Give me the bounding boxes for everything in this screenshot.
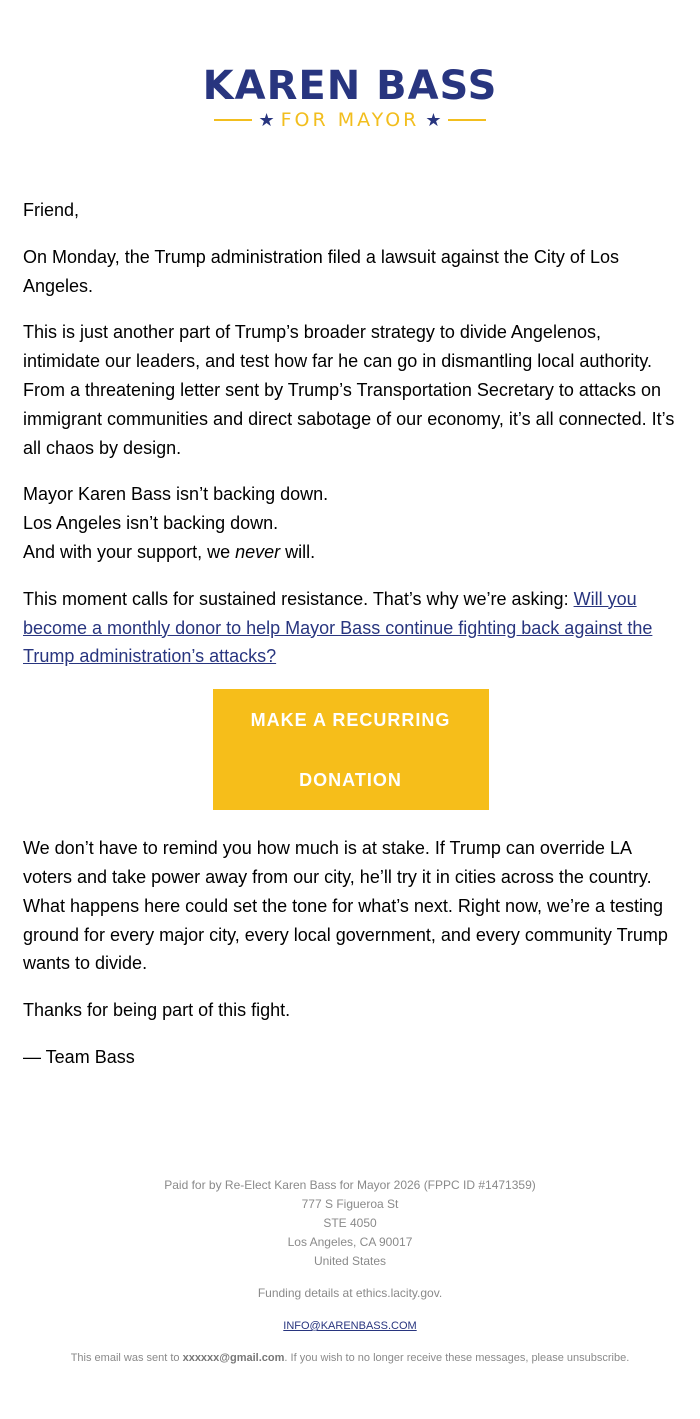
line-support-a: And with your support, we <box>23 541 236 562</box>
paragraph-backing-down <box>23 480 678 566</box>
recipient-email: xxxxxx@gmail.com <box>182 1352 285 1364</box>
contact-email-link[interactable]: INFO@KARENBASS.COM <box>283 1320 417 1332</box>
sent-suffix: . If you wish to no longer receive these messages, please unsubscribe. <box>284 1352 630 1364</box>
paragraph-ask <box>23 585 678 671</box>
recurring-donation-button[interactable] <box>213 689 489 810</box>
star-icon: ★ <box>258 110 275 130</box>
address-country: United States <box>313 1254 387 1268</box>
logo-subtitle-row <box>0 108 700 132</box>
monthly-donor-link[interactable]: Will you become a monthly donor to help Mayor Bass continue fighting back against the Trump administration’s attacks? <box>23 588 653 667</box>
logo-subtitle: FOR MAYOR <box>280 109 420 131</box>
cta-line-1: MAKE A RECURRING <box>250 709 451 730</box>
sent-prefix: This email was sent to <box>70 1352 183 1364</box>
address-suite: STE 4050 <box>323 1216 377 1230</box>
ask-text: This moment calls for sustained resistance. That’s why we’re asking: <box>23 588 574 609</box>
paragraph-stakes: We don’t have to remind you how much is at stake. If Trump can override LA voters and take power away from our city, he’ll try it in cities across the country. What happens here could set the tone for what’s next. Right now, we’re a testing ground for every major city, every local government, and every community Trump wants to divide. <box>23 838 668 974</box>
line-support-b: will. <box>280 541 316 562</box>
paragraph-lawsuit: On Monday, the Trump administration filed a lawsuit against the City of Los Angeles. <box>23 246 619 296</box>
address-city: Los Angeles, CA 90017 <box>287 1235 413 1249</box>
email-body <box>23 196 678 1090</box>
address-street: 777 S Figueroa St <box>301 1197 399 1211</box>
greeting: Friend, <box>23 200 80 220</box>
signoff: — Team Bass <box>23 1046 135 1067</box>
logo-divider-right <box>448 119 486 121</box>
footer-spacer <box>0 1303 700 1316</box>
cta-wrapper <box>23 689 678 810</box>
logo-divider-left <box>214 119 252 121</box>
footer <box>0 1176 700 1368</box>
star-icon: ★ <box>425 110 442 130</box>
footer-spacer <box>0 1271 700 1284</box>
line-los-angeles: Los Angeles isn’t backing down. <box>23 513 279 534</box>
line-support-emphasis: never <box>235 541 281 562</box>
paragraph-thanks: Thanks for being part of this fight. <box>23 1000 291 1021</box>
footer-spacer <box>0 1336 700 1349</box>
paid-for-text: Paid for by Re-Elect Karen Bass for Mayor 2026 (FPPC ID #1471359) <box>164 1178 536 1192</box>
funding-details: Funding details at ethics.lacity.gov. <box>257 1286 443 1300</box>
unsubscribe-notice <box>0 1349 700 1368</box>
logo-title: KAREN BASS <box>202 63 498 109</box>
logo <box>0 0 700 170</box>
line-mayor: Mayor Karen Bass isn’t backing down. <box>23 484 329 505</box>
paragraph-strategy: This is just another part of Trump’s broader strategy to divide Angelenos, intimidate our leaders, and test how far he can go in dismantling local authority. From a threatening letter sent by Trump’s Transportation Secretary to attacks on immigrant communities and direct sabotage of our economy, it’s all connected. It’s all chaos by design. <box>23 322 675 458</box>
cta-line-2: DONATION <box>299 769 402 790</box>
